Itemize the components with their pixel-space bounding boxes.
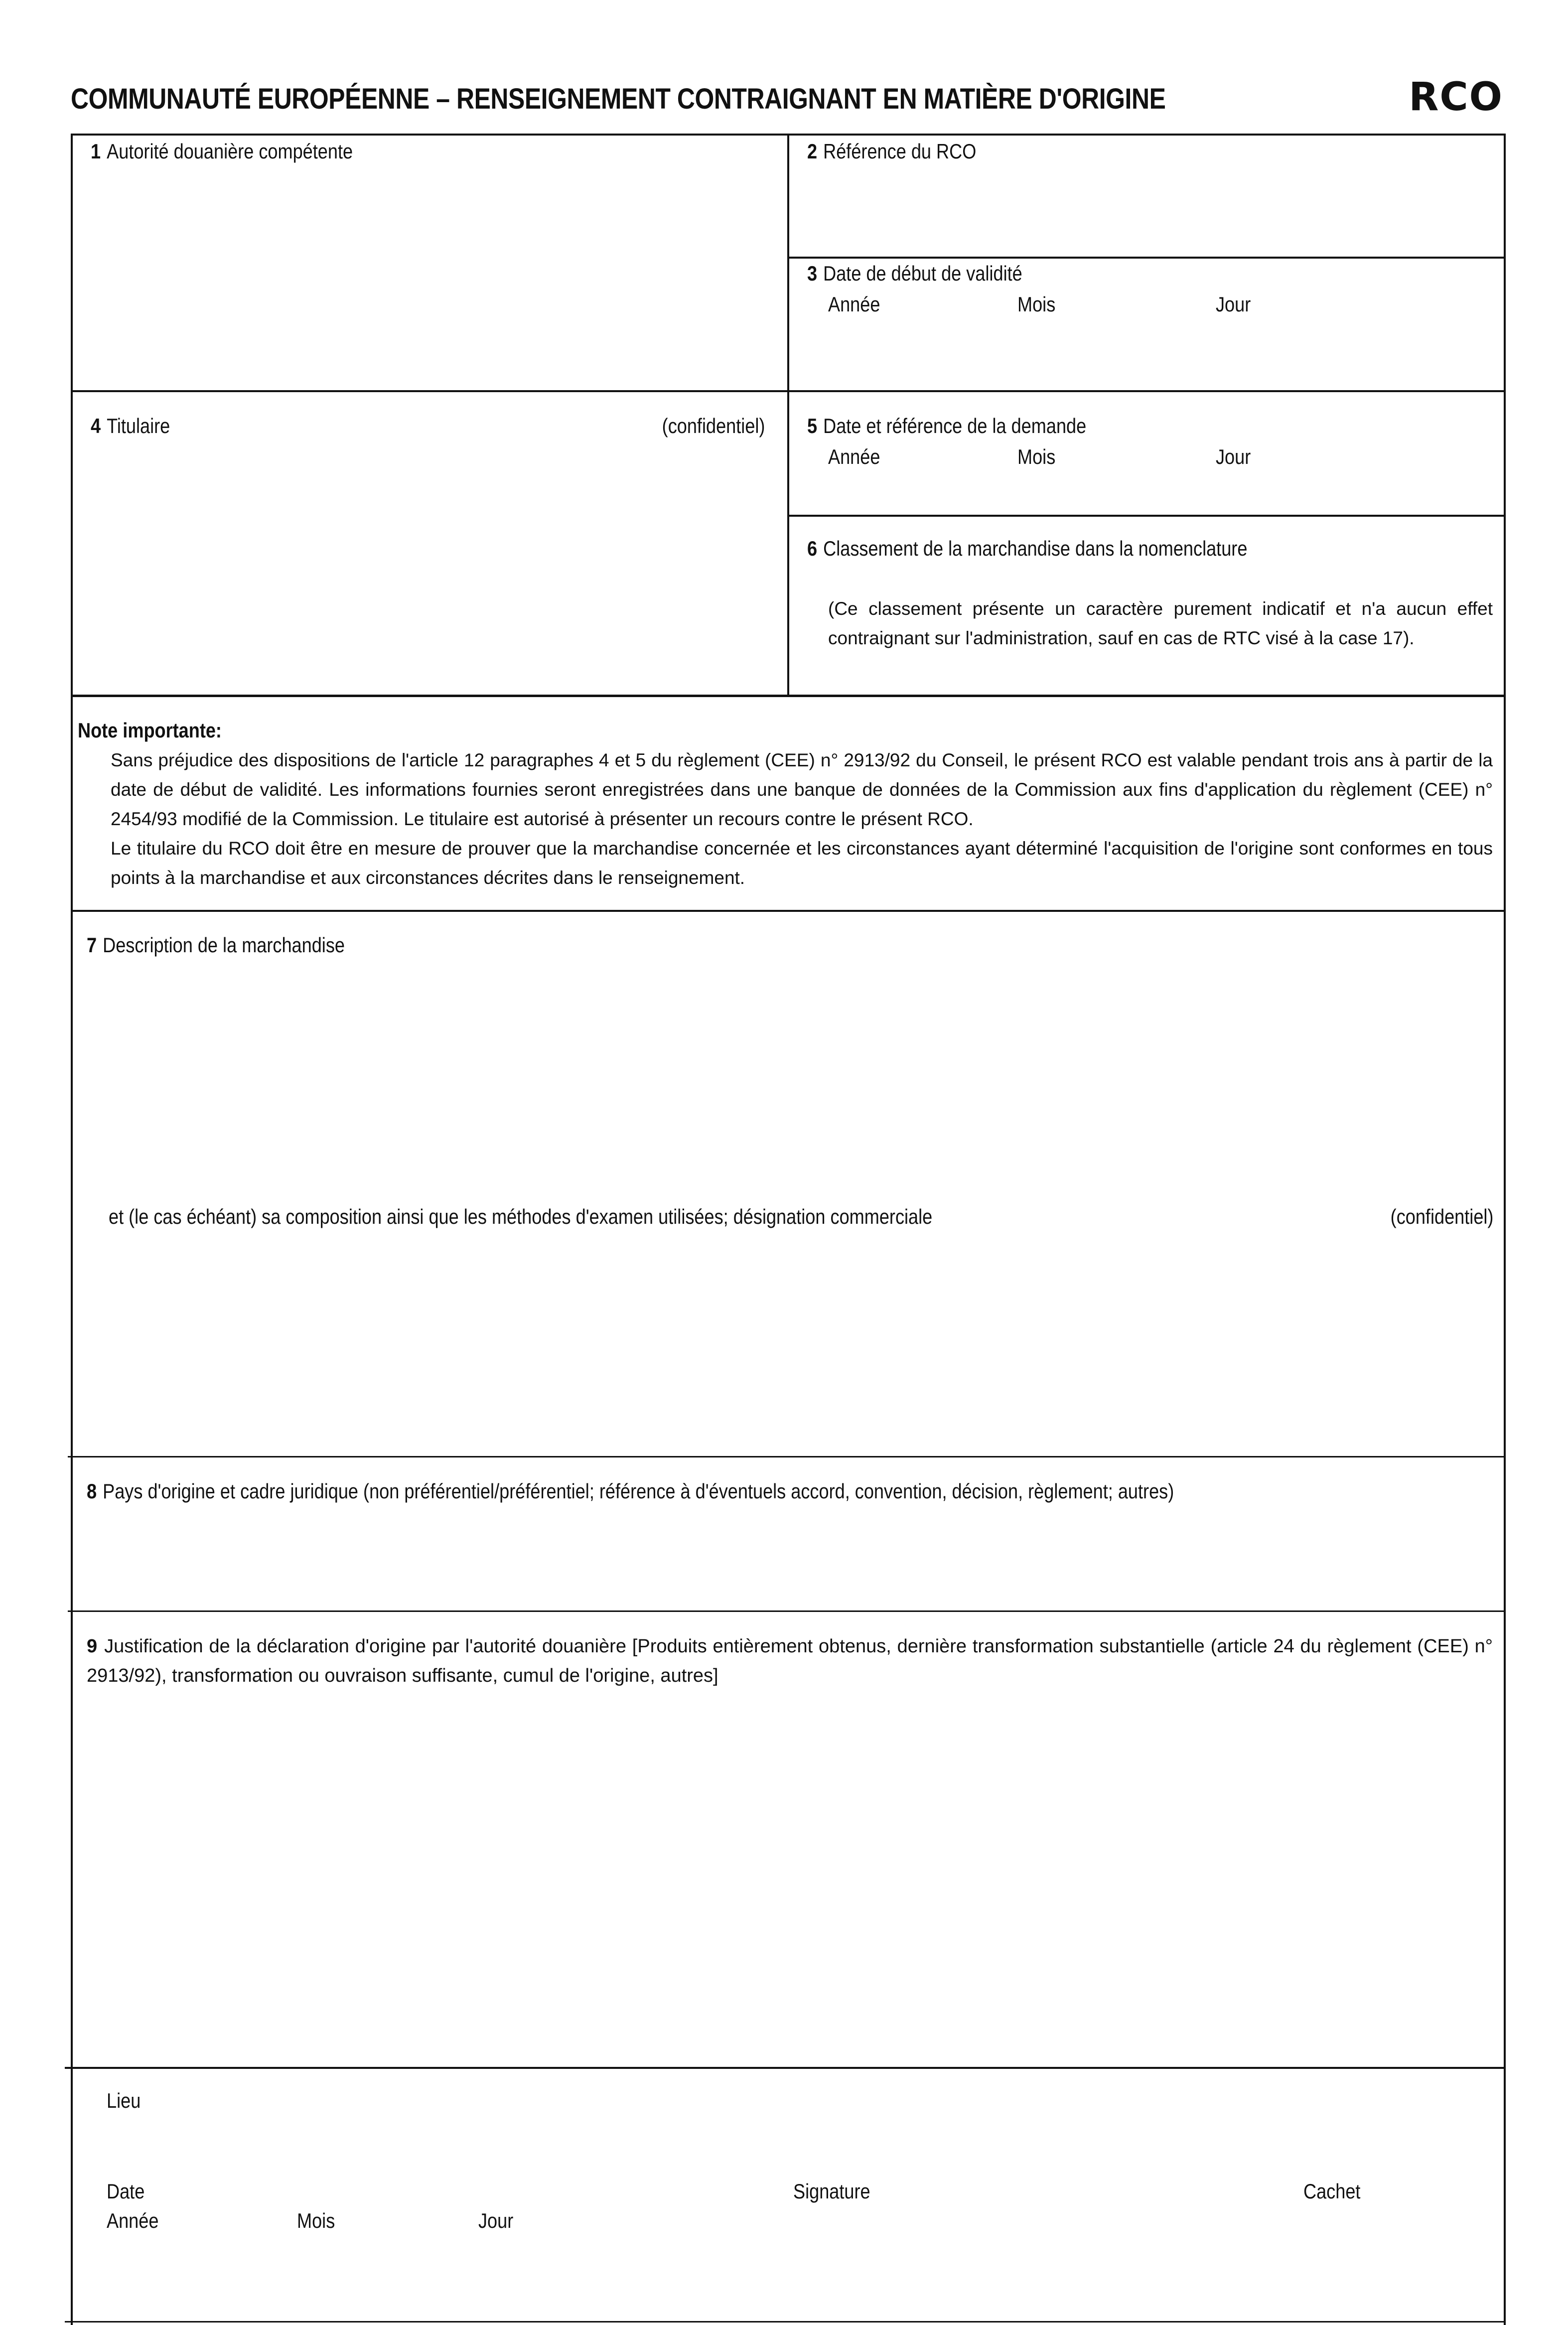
- footer-lieu: Lieu: [107, 2089, 141, 2112]
- footer-date: Date: [107, 2180, 145, 2203]
- box-5-annee: Année: [828, 445, 880, 468]
- footer-cachet: Cachet: [1303, 2180, 1361, 2203]
- box-9-label: 9 Justification de la déclaration d'origine par l'autorité douanière [Produits entièrement obtenus, dernière transformation substantielle (article 24 du règlement (CEE) n° 2913/92), transformation ou ouvraison suffisante, cumul de l'origine, autres]: [87, 1636, 1493, 1686]
- footer-mois: Mois: [297, 2209, 335, 2232]
- box-5-jour: Jour: [1216, 445, 1251, 468]
- rule-row2: [71, 695, 1506, 697]
- rule-7: [68, 1456, 1506, 1457]
- column-divider: [787, 134, 789, 696]
- note-paragraph-1: Sans préjudice des dispositions de l'article 12 paragraphes 4 et 5 du règlement (CEE) n° 2913/92 du Conseil, le présent RCO est valable pendant trois ans à partir de la date de début de validité. Les informations fournies seront enregistrées dans une banque de données de la Commission aux fins d'application du règlement (CEE) n° 2454/93 modifié de la Commission. Le titulaire est autorisé à présenter un recours contre le présent RCO.: [111, 750, 1493, 829]
- box-3-label: 3 Date de début de validité: [807, 262, 1022, 285]
- box-1-label: 1 Autorité douanière compétente: [91, 140, 353, 163]
- box-6-note: (Ce classement présente un caractère purement indicatif et n'a aucun effet contraignant sur l'administration, sauf en cas de RTC visé à la case 17).: [828, 598, 1493, 648]
- frame-right: [1504, 134, 1506, 2325]
- form-badge: RCO: [1409, 75, 1503, 120]
- box-3-jour: Jour: [1216, 292, 1251, 316]
- form-title: COMMUNAUTÉ EUROPÉENNE – RENSEIGNEMENT CONTRAIGNANT EN MATIÈRE D'ORIGINE: [71, 83, 1166, 115]
- rule-row1: [71, 390, 1506, 392]
- box-8-label: 8 Pays d'origine et cadre juridique (non préférentiel/préférentiel; référence à d'éventuels accord, convention, décision, règlement; autres): [87, 1479, 1174, 1503]
- box-2-label: 2 Référence du RCO: [807, 140, 977, 163]
- box-3-annee: Année: [828, 292, 880, 316]
- footer-annee: Année: [107, 2209, 159, 2232]
- box-7-confidential: (confidentiel): [1390, 1205, 1493, 1228]
- box-5-mois: Mois: [1017, 445, 1056, 468]
- rule-note: [71, 910, 1506, 912]
- box-4-confidential: (confidentiel): [662, 414, 765, 437]
- rule-5-6: [787, 515, 1506, 517]
- rule-8: [68, 1610, 1506, 1612]
- rule-2-3: [787, 257, 1506, 259]
- footer-signature: Signature: [793, 2180, 870, 2203]
- footer-jour: Jour: [478, 2209, 514, 2232]
- box-7-sub: et (le cas échéant) sa composition ainsi que les méthodes d'examen utilisées; désignation commerciale: [109, 1205, 933, 1228]
- box-4-label: 4 Titulaire: [91, 414, 170, 437]
- note-heading: Note importante:: [78, 719, 222, 742]
- box-7-label: 7 Description de la marchandise: [87, 933, 345, 957]
- rule-9: [65, 2067, 1506, 2069]
- box-3-mois: Mois: [1017, 292, 1056, 316]
- box-6-label: 6 Classement de la marchandise dans la nomenclature: [807, 537, 1248, 560]
- frame-left: [71, 134, 73, 2325]
- box-5-label: 5 Date et référence de la demande: [807, 414, 1087, 437]
- note-paragraph-2: Le titulaire du RCO doit être en mesure de prouver que la marchandise concernée et les circonstances ayant déterminé l'acquisition de l'origine sont conformes en tous points à la marchandise et aux circonstances décrites dans le renseignement.: [111, 838, 1493, 888]
